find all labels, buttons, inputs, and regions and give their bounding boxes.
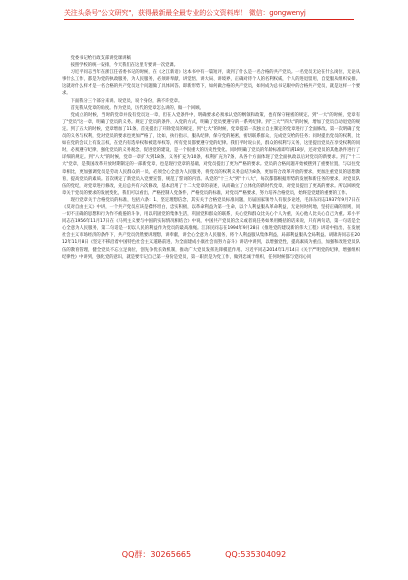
qq-group-text: QQ群：30265665 <box>121 550 192 559</box>
paragraph: 现行党章关于合格党员的标准，包括六条：1、坚定理想信念，其实关于合格党员标准问题，历届国家领导人有很多论述，毛泽东同志1937年9月7日在《反对自由主义》中讲，一个共产党员应该是襟怀坦白，忠实积极，以革命利益为第一生命，以个人利益服从革命利益，无论何时何地，坚持正确的原则，同一切不正确的思想和行为作不疲倦的斗争，用以巩固党的集体生活，巩固党和群众的联系，关心党和群众比关心个人为重，关心他人比关心自己为重。邓小平同志在1956年11月17日在《马列主义要与中国的实际情况相结合》中说，中国共产党员的含义或者说任务如果用概括的话来说，只有两句话，第一句话是全心全意为人民服务，第二句话是一切以人民的利益作为党员的最高准绳。江泽民同志在1994年9月28日《推进党的建设新的伟大工程》讲话中指出，在发展社会主义市场经济的条件下，共产党员仍然要讲理想，讲奉献，讲全心全意为人民服务，将个人利益服从集体利益，局部利益服从全局利益。胡锦涛同志在2012年11月8日《坚定不移沿着中国特色社会主义道路前进，为全面建成小康社会而努力奋斗》讲话中讲到，以增强党性，提高素质为重点，加强和改进党员队伍的教育管理，健全党员不忘立足岗位，创先争优长效机制，推动广大党员发挥先锋模范作用。习近平同志2014年1月14日《关于严明党的纪律，增强组织纪律性》中讲到，强化党的意识，就是要牢记自己第一身份是党员，第一职责是为党工作，做到忠诚于组织，任何时候都与党同心同 <box>62 197 360 260</box>
paragraph: 按照学校的统一安排，今天我们在这里专要讲一次党课。 <box>70 63 179 69</box>
promo-banner: 关注头条号"公文研究"，获得最新最全最专业的公文资料库！ 微信：gongwenyj <box>64 9 306 17</box>
contact-footer <box>0 550 408 560</box>
banner-divider <box>64 19 354 20</box>
paragraph: 习近平同志当年在浙江任省委书记的时候，在《之江新语》这本书中有一篇短评，谈到了什么是一名合格的共产党员。一名党员无论在什么岗位，无论从事什么工作，都是为党的执政服务，为人民服务，必须讲奉献、讲觉悟、讲大局、讲境界，正确对待个人的名利权威，个人的进退留用，自觉服从组织安排。这就对什么样才是一名合格的共产党员这个问题做了具体回答。即新形势下，如何做合格的共产党员，如何成为总书记眼中的合格共产党员，就是这样一个要求。 <box>62 70 360 97</box>
paragraph: 下面我分三个部分来讲。说党员，说个身份，满不许党章。 <box>70 98 183 104</box>
qq-text: QQ:535304092 <box>225 550 287 559</box>
paragraph: 首先我从党章的角度。作为党员，历代的党章怎么讲的，做一个回顾。 <box>70 105 204 111</box>
document-title: 党委书记给行政支部讲党课讲稿 <box>70 56 131 61</box>
paragraph: 党成立的时候，当时的党章并没有党员这一章，但在入党条件中，明确要求必须承认党的纲领和政策，也有保守秘密的规定。到"一大"的时候，党章有了"党员"这一章，明确了党员的义务。规定了党员的条件、入党的方式，明确了党员要遵守的一系列纪律。到"三大""四大"的时候，增加了党员自动退党的规定。到了五大的时候，党章增加了11条，首先提出了开除党员的规定，到"七大"的时候，党章提第一次独立自主制定的党章进行了全面修改。第一次明确了党员的义务与权利，党对党员的要求也更加严格了，比如，执行指示，服从纪律，保守党的秘密，密切联系群众，完成党交给的任务；同时提出党员的权利，比如在党的会议上有发言权，在党内有选举权和被选举权等，所有党员都要遵守党的纪律。我们平时说公民，群众的权利与义务，这里提出党员在享受权利的同时，必须遵守纪律，强化党员的义务观念，促进党的建设，是一个很重大的历史性变化。同时明确了党员的年龄标准即年满18岁，还对党员的其他条件进行了详细的规定。到"八大"的时候，党章一章扩大到18条，义务扩充为10条，权利扩充为7条，从各个方面体现了党全面执政以后对党员的新要求。到了"十二大"党章，是我国改革开放时期制定的一部新党章，也是现行党章的基础，对党员提出了更为严格的要求。党员的合格问题开始被摆到了重要位置，与以往党章相比，更加强调党员是劳动人民群众的一员，必须全心全意为人民服务，将党员的权利义务总结为8条，更加符合改革开放的要求，更加注重党员的思想教育，提高党员的素质。首次规定了新党员入党要宣誓，规范了誓词的内容。从党的"十三大"到"十八大"，每次都都根据形势的发展和新任务的要求，对党员队伍的党纪，对党章进行修改，先后总共有六次修改，基本沿用了十二大党章的表述，从而确立了立体化的新时代党章，对党员提出了更高的要求。所以回顾党章关于党员的要求的发展变化，我们可以看出，严格控制人党条件，严格党员的标准，对党员严格要求，努力培养合格党员，始终是党建的重要的工作。 <box>62 112 360 196</box>
document-body <box>62 55 360 261</box>
